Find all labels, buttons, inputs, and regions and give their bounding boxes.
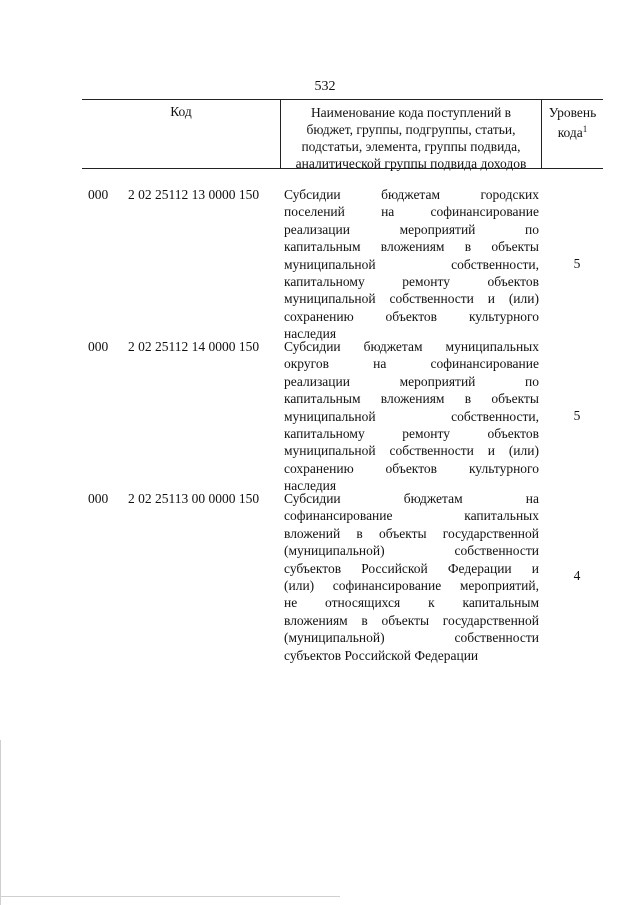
description-line: наследия: [284, 478, 337, 494]
header-level-word: кода: [557, 125, 583, 140]
header-name-line: аналитической группы подвида доходов: [295, 156, 527, 171]
header-footnote-mark: 1: [582, 124, 588, 134]
description-line: (муниципальной) собственности: [284, 630, 539, 646]
revenue-description: [284, 186, 539, 343]
admin-code: 000: [88, 187, 109, 202]
table-header: [82, 99, 603, 169]
description-line: сохранению объектов культурного: [284, 308, 539, 324]
description-line: реализации мероприятий по: [284, 373, 539, 389]
header-level-line2: [542, 121, 603, 141]
header-code: Код: [170, 104, 192, 119]
admin-code: 000: [88, 339, 109, 354]
revenue-description: [284, 490, 539, 664]
description-line: вложений в объекты государственной: [284, 525, 539, 541]
level-value: 5: [573, 256, 581, 271]
revenue-code: 2 02 25112 14 0000 150: [128, 339, 260, 354]
description-line: вложениям в объекты государственной: [284, 612, 539, 628]
description-line: капитальному ремонту объектов: [284, 273, 539, 289]
description-line: Субсидии бюджетам городских: [284, 187, 539, 202]
level-value: 4: [573, 568, 581, 583]
description-line: софинансирование капитальных: [284, 508, 539, 524]
description-line: поселений на софинансирование: [284, 204, 539, 220]
revenue-code: 2 02 25113 00 0000 150: [128, 491, 260, 506]
level-value: 5: [573, 408, 581, 423]
description-line: муниципальной собственности,: [284, 256, 539, 272]
scan-edge-line: [0, 740, 1, 905]
description-line: не относящихся к капитальным: [284, 595, 539, 611]
description-line: муниципальной собственности,: [284, 408, 539, 424]
revenue-description: [284, 338, 539, 495]
description-line: реализации мероприятий по: [284, 221, 539, 237]
admin-code: 000: [88, 491, 109, 506]
header-level-line1: Уровень: [548, 105, 597, 120]
header-level: [542, 100, 603, 168]
description-line: Субсидии бюджетам муниципальных: [284, 339, 539, 354]
description-line: Субсидии бюджетам на: [284, 491, 539, 506]
description-line: муниципальной собственности и (или): [284, 443, 539, 459]
description-line: субъектов Российской Федерации и: [284, 560, 539, 576]
header-name-line: бюджет, группы, подгруппы, статьи,: [306, 122, 516, 137]
description-line: наследия: [284, 326, 337, 342]
description-line: субъектов Российской Федерации: [284, 647, 479, 663]
description-line: (или) софинансирование мероприятий,: [284, 577, 539, 593]
description-line: муниципальной собственности и (или): [284, 291, 539, 307]
header-name-line: подстатьи, элемента, группы подвида,: [301, 139, 521, 154]
description-line: сохранению объектов культурного: [284, 460, 539, 476]
page-number: 532: [314, 79, 336, 94]
scan-edge-line: [0, 896, 340, 897]
description-line: капитальным вложениям в объекты: [284, 391, 539, 407]
description-line: (муниципальной) собственности: [284, 543, 539, 559]
description-line: капитальному ремонту объектов: [284, 425, 539, 441]
header-name-line: Наименование кода поступлений в: [310, 105, 512, 120]
description-line: округов на софинансирование: [284, 356, 539, 372]
header-name: [280, 100, 542, 171]
revenue-code: 2 02 25112 13 0000 150: [128, 187, 260, 202]
description-line: капитальным вложениям в объекты: [284, 239, 539, 255]
